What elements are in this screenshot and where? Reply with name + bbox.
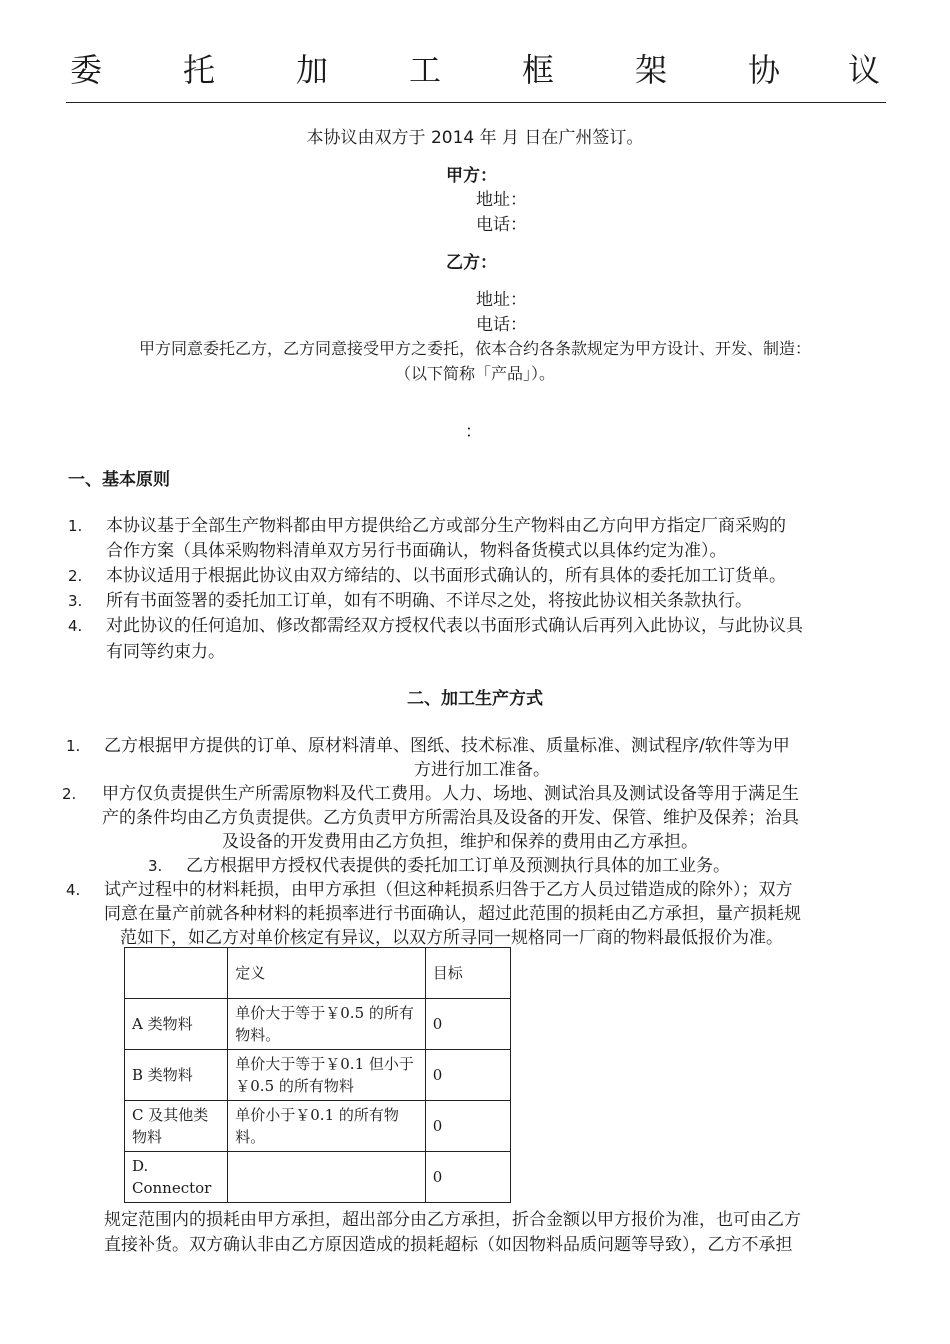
party-b-phone: 电话： bbox=[476, 315, 527, 335]
list-item-text: 乙方根据甲方授权代表提供的委托加工订单及预测执行具体的加工业务。 bbox=[186, 856, 730, 876]
party-a-address: 地址： bbox=[476, 190, 527, 210]
preamble-line-2: （以下简称「产品」）。 bbox=[394, 364, 555, 383]
title-char: 托 bbox=[183, 51, 216, 89]
table-cell: 0 bbox=[425, 999, 510, 1050]
list-item-text: 有同等约束力。 bbox=[106, 642, 225, 662]
title-char: 架 bbox=[635, 51, 668, 89]
table-row bbox=[125, 1050, 511, 1101]
list-number: 1. bbox=[66, 737, 81, 755]
title-char: 委 bbox=[70, 51, 103, 89]
table-header-cell bbox=[125, 948, 228, 999]
list-item-text: 甲方仅负责提供生产所需原物料及代工费用。人力、场地、测试治具及测试设备等用于满足生 bbox=[102, 784, 799, 804]
list-item-text: 及设备的开发费用由乙方负担，维护和保养的费用由乙方承担。 bbox=[222, 832, 698, 852]
list-item-text: 本协议适用于根据此协议由双方缔结的、以书面形式确认的，所有具体的委托加工订货单。 bbox=[106, 566, 786, 586]
title-char: 框 bbox=[522, 51, 555, 89]
table-header-cell: 定义 bbox=[228, 948, 426, 999]
material-loss-table bbox=[124, 947, 511, 1203]
list-item-text: 方进行加工准备。 bbox=[414, 760, 550, 780]
list-item-text: 试产过程中的材料耗损，由甲方承担（但这种耗损系归咎于乙方人员过错造成的除外）；双方 bbox=[104, 880, 793, 900]
party-a-label: 甲方： bbox=[446, 166, 497, 186]
section-2-heading: 二、加工生产方式 bbox=[407, 689, 543, 709]
list-item-text: 对此协议的任何追加、修改都需经双方授权代表以书面形式确认后再列入此协议，与此协议具 bbox=[106, 616, 803, 636]
title-char: 工 bbox=[409, 51, 442, 89]
preamble-line-1: 甲方同意委托乙方，乙方同意接受甲方之委托，依本合约各条款规定为甲方设计、开发、制造： bbox=[138, 339, 811, 358]
party-a-phone: 电话： bbox=[476, 215, 527, 235]
list-item-text: 产的条件均由乙方负责提供。乙方负责甲方所需治具及设备的开发、保管、维护及保养；治具 bbox=[102, 808, 799, 828]
list-item-text: 范如下，如乙方对单价核定有异议，以双方所寻同一规格同一厂商的物料最低报价为准。 bbox=[120, 928, 783, 948]
preamble-colon: ： bbox=[465, 422, 482, 442]
title-divider bbox=[66, 102, 886, 103]
list-item-text: 合作方案（具体采购物料清单双方另行书面确认，物料备货模式以具体约定为准）。 bbox=[106, 541, 727, 561]
table-cell: 0 bbox=[425, 1050, 510, 1101]
paragraph-line: 规定范围内的损耗由甲方承担，超出部分由乙方承担，折合金额以甲方报价为准，也可由乙方 bbox=[104, 1210, 801, 1230]
list-item-text: 乙方根据甲方提供的订单、原材料清单、图纸、技术标准、质量标准、测试程序/软件等为甲 bbox=[104, 736, 790, 756]
table-cell: B 类物料 bbox=[125, 1050, 228, 1101]
table-cell: 单价小于￥0.1 的所有物料。 bbox=[228, 1101, 426, 1152]
list-item-text: 所有书面签署的委托加工订单，如有不明确、不详尽之处，将按此协议相关条款执行。 bbox=[106, 591, 752, 611]
table-cell: 0 bbox=[425, 1101, 510, 1152]
party-b-address: 地址： bbox=[476, 290, 527, 310]
list-item-text: 同意在量产前就各种材料的耗损率进行书面确认，超过此范围的损耗由乙方承担，量产损耗规 bbox=[104, 904, 801, 924]
table-header-row bbox=[125, 948, 511, 999]
list-item-text: 本协议基于全部生产物料都由甲方提供给乙方或部分生产物料由乙方向甲方指定厂商采购的 bbox=[106, 516, 786, 536]
party-b-label: 乙方： bbox=[446, 253, 497, 273]
list-number: 3. bbox=[68, 592, 83, 610]
paragraph-line: 直接补货。双方确认非由乙方原因造成的损耗超标（如因物料品质问题等导致），乙方不承担 bbox=[104, 1235, 793, 1255]
table-cell: 单价大于等于￥0.5 的所有物料。 bbox=[228, 999, 426, 1050]
table-cell: D. Connector bbox=[125, 1152, 228, 1203]
table-cell bbox=[228, 1152, 426, 1203]
table-cell: 单价大于等于￥0.1 但小于￥0.5 的所有物料 bbox=[228, 1050, 426, 1101]
title-char: 协 bbox=[748, 51, 781, 89]
title-char: 议 bbox=[848, 51, 881, 89]
table-cell: C 及其他类物料 bbox=[125, 1101, 228, 1152]
table-row bbox=[125, 1101, 511, 1152]
title-char: 加 bbox=[296, 51, 329, 89]
list-number: 3. bbox=[148, 857, 163, 875]
document-title bbox=[66, 50, 886, 94]
list-number: 4. bbox=[68, 617, 83, 635]
table-row bbox=[125, 999, 511, 1050]
list-number: 1. bbox=[68, 517, 83, 535]
table-row bbox=[125, 1152, 511, 1203]
list-number: 2. bbox=[68, 567, 83, 585]
table-cell: 0 bbox=[425, 1152, 510, 1203]
list-number: 4. bbox=[66, 881, 81, 899]
list-number: 2. bbox=[62, 785, 77, 803]
intro-line: 本协议由双方于 2014 年 月 日在广州签订。 bbox=[306, 128, 644, 148]
table-cell: A 类物料 bbox=[125, 999, 228, 1050]
section-1-heading: 一、基本原则 bbox=[68, 470, 170, 490]
table-header-cell: 目标 bbox=[425, 948, 510, 999]
